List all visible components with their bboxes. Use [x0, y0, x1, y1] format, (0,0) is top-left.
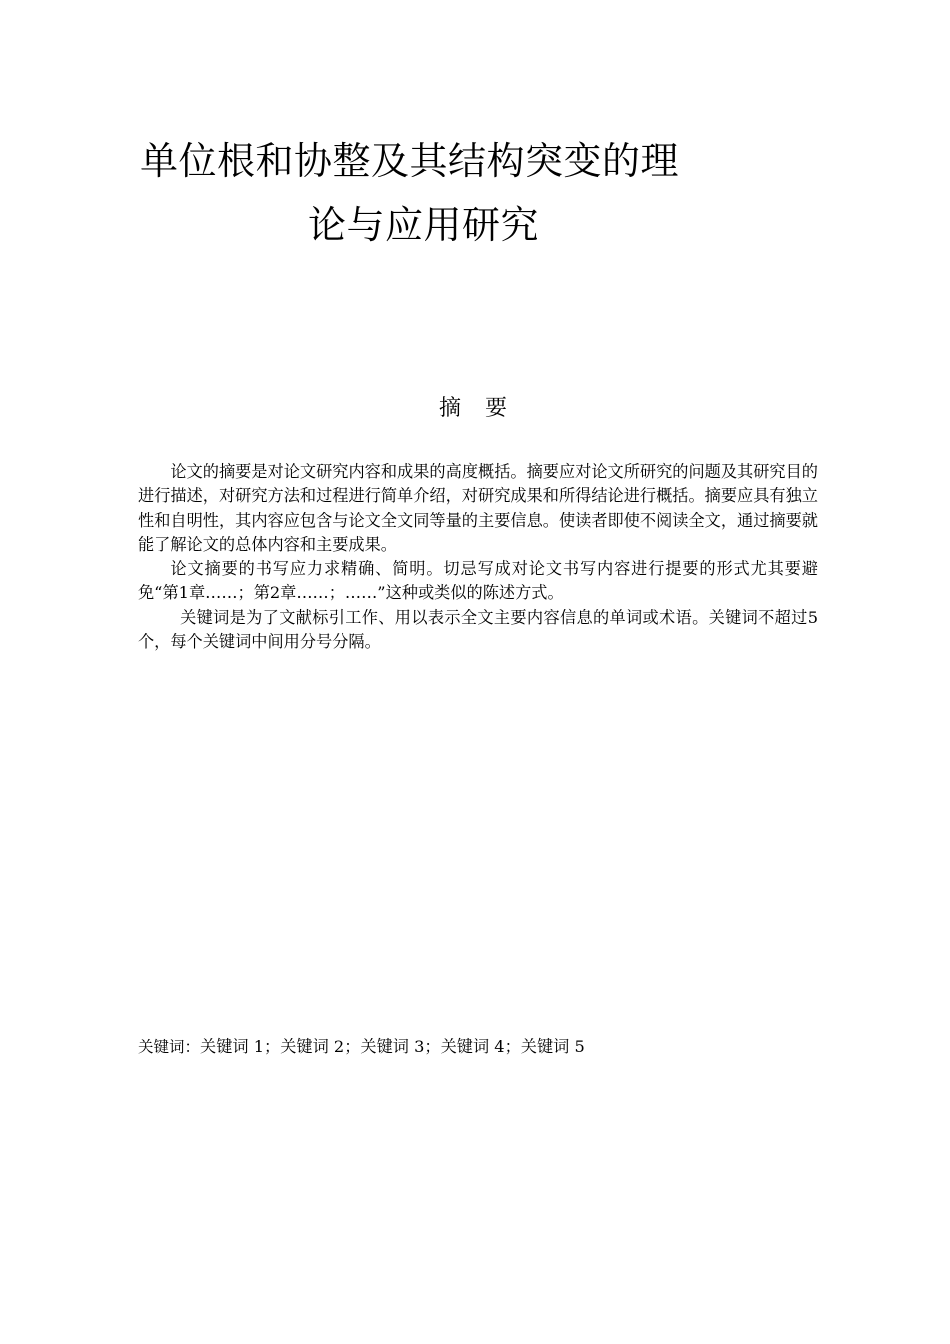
abstract-body — [138, 460, 818, 654]
keywords-line — [138, 1035, 818, 1059]
abstract-paragraph: 论文摘要的书写应力求精确、简明。切忌写成对论文书写内容进行提要的形式尤其要避免“第1章……；第2章……；……”这种或类似的陈述方式。 — [138, 559, 818, 603]
thesis-title-line-1: 单位根和协整及其结构突变的理 — [140, 139, 680, 183]
keywords-value: 关键词 1；关键词 2；关键词 3；关键词 4；关键词 5 — [200, 1037, 585, 1056]
thesis-title-line-2: 论与应用研究 — [308, 203, 540, 247]
abstract-heading: 摘要 — [438, 396, 531, 421]
abstract-paragraph: 关键词是为了文献标引工作、用以表示全文主要内容信息的单词或术语。关键词不超过5个，每个关键词中间用分号分隔。 — [138, 607, 818, 652]
abstract-paragraph: 论文的摘要是对论文研究内容和成果的高度概括。摘要应对论文所研究的问题及其研究目的进行描述，对研究方法和过程进行简单介绍，对研究成果和所得结论进行概括。摘要应具有独立性和自明性，其内容应包含与论文全文同等量的主要信息。使读者即使不阅读全文，通过摘要就能了解论文的总体内容和主要成果。 — [138, 462, 818, 554]
keywords-label: 关键词： — [138, 1038, 201, 1056]
